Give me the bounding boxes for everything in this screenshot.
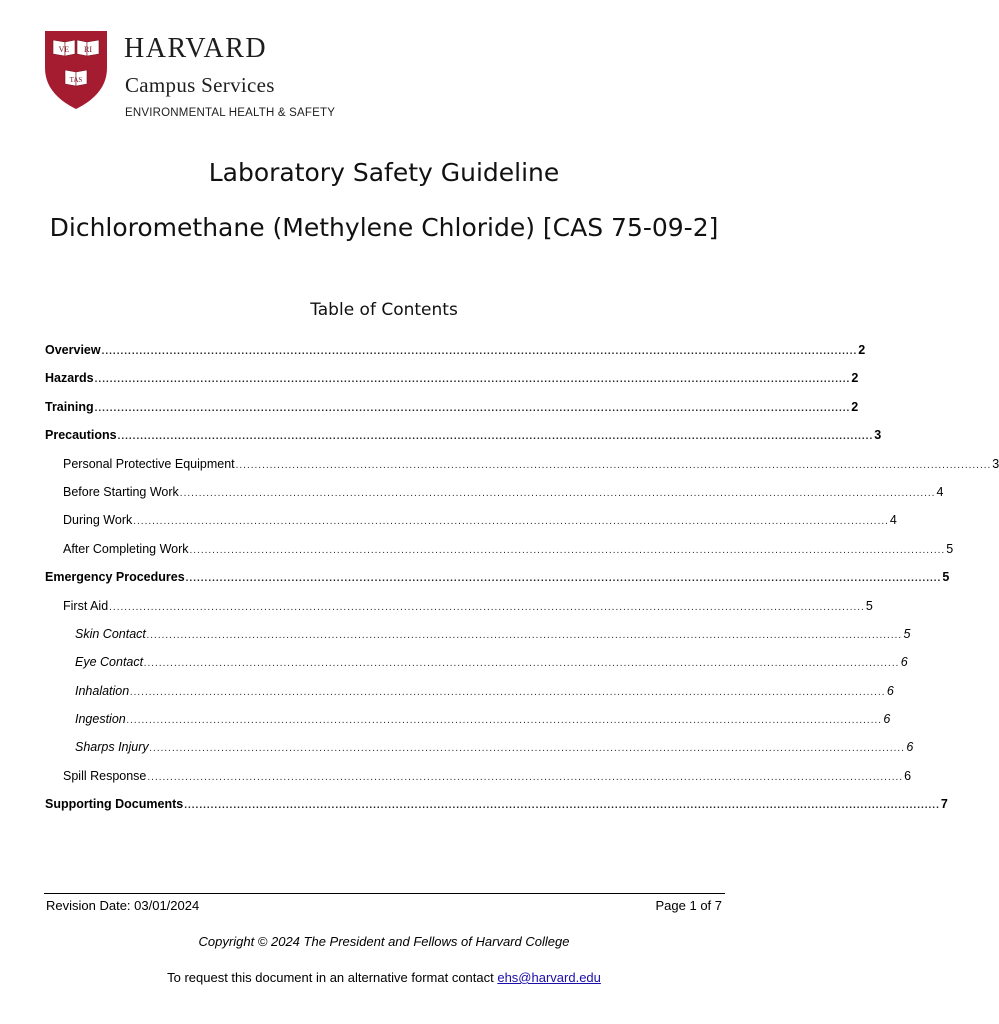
- toc-entry-label: Spill Response: [63, 768, 147, 783]
- toc-entry-label: Hazards: [45, 371, 94, 386]
- toc-entry-label: Inhalation: [75, 683, 130, 698]
- toc-entry[interactable]: [45, 484, 944, 513]
- footer-divider: [44, 893, 725, 894]
- toc-dot-leader: ........................................................................................................................................................................................................: [179, 487, 936, 499]
- toc-dot-leader: ........................................................................................................................................................................................................: [126, 715, 883, 727]
- toc-entry[interactable]: [45, 399, 859, 428]
- harvard-logo: [44, 30, 350, 122]
- toc-dot-leader: ........................................................................................................................................................................................................: [185, 573, 942, 585]
- page-number: Page 1 of 7: [655, 898, 722, 913]
- shield-word-ri: RI: [84, 45, 92, 54]
- logo-unit-name: Campus Services: [125, 73, 275, 97]
- toc-entry-page: 4: [936, 484, 944, 499]
- toc-entry-label: Overview: [45, 343, 101, 357]
- toc-entry[interactable]: [45, 541, 954, 570]
- toc-entry-label: Ingestion: [75, 712, 126, 727]
- toc-entry-label: First Aid: [63, 598, 109, 613]
- toc-entry-label: Emergency Procedures: [45, 570, 185, 585]
- toc-entry-page: 5: [903, 626, 911, 641]
- toc-entry-page: 5: [942, 570, 950, 585]
- toc-dot-leader: ........................................................................................................................................................................................................: [101, 346, 858, 357]
- toc-entry-page: 2: [851, 371, 859, 386]
- toc-entry[interactable]: [45, 456, 999, 485]
- toc-entry[interactable]: [45, 712, 891, 740]
- toc-dot-leader: ........................................................................................................................................................................................................: [146, 629, 903, 641]
- document-title: Laboratory Safety Guideline: [208, 158, 560, 187]
- toc-dot-leader: ........................................................................................................................................................................................................: [149, 743, 906, 755]
- toc-heading: Table of Contents: [310, 300, 458, 320]
- toc-dot-leader: ........................................................................................................................................................................................................: [189, 544, 946, 556]
- toc-entry[interactable]: [45, 768, 912, 797]
- toc-dot-leader: ........................................................................................................................................................................................................: [109, 601, 865, 613]
- shield-word-ve: VE: [58, 45, 70, 54]
- toc-entry-page: 6: [904, 768, 912, 783]
- toc-dot-leader: ........................................................................................................................................................................................................: [184, 800, 940, 812]
- copyright-notice: Copyright © 2024 The President and Fellows of Harvard College: [198, 934, 570, 949]
- shield-word-tas: TAS: [69, 76, 83, 84]
- toc-entry[interactable]: [45, 740, 914, 768]
- toc-entry-page: 6: [906, 740, 914, 755]
- toc-entry[interactable]: [45, 371, 859, 399]
- toc-entry-label: During Work: [63, 513, 133, 528]
- accessibility-request: [0, 970, 768, 985]
- logo-department-name: ENVIRONMENTAL HEALTH & SAFETY: [125, 107, 336, 119]
- toc-entry-page: 6: [900, 655, 908, 670]
- toc-dot-leader: ........................................................................................................................................................................................................: [144, 658, 900, 670]
- toc-entry-label: Skin Contact: [75, 626, 146, 641]
- toc-dot-leader: ........................................................................................................................................................................................................: [133, 516, 889, 528]
- toc-entry-label: Sharps Injury: [75, 740, 149, 755]
- harvard-shield-icon: [44, 30, 108, 110]
- toc-entry[interactable]: [45, 797, 948, 825]
- toc-entry-page: 3: [992, 456, 999, 471]
- toc-entry-page: 4: [889, 513, 897, 528]
- toc-entry[interactable]: [45, 428, 882, 456]
- toc-entry[interactable]: [45, 655, 908, 683]
- toc-entry-page: 7: [940, 797, 948, 812]
- toc-entry-label: Precautions: [45, 428, 117, 443]
- toc-entry-label: Eye Contact: [75, 655, 144, 670]
- toc-entry-page: 3: [874, 428, 882, 443]
- toc-entry-label: Training: [45, 399, 94, 414]
- logo-org-name: HARVARD: [124, 33, 268, 64]
- toc-entry-page: 2: [858, 343, 866, 357]
- toc-entry-page: 5: [865, 598, 873, 613]
- toc-dot-leader: ........................................................................................................................................................................................................: [117, 431, 874, 443]
- toc-entry-label: After Completing Work: [63, 541, 189, 556]
- table-of-contents: [45, 343, 999, 826]
- toc-entry[interactable]: [45, 598, 873, 627]
- toc-entry-page: 6: [883, 712, 891, 727]
- toc-entry-page: 6: [886, 683, 894, 698]
- toc-dot-leader: ........................................................................................................................................................................................................: [94, 402, 851, 414]
- contact-email-link[interactable]: ehs@harvard.edu: [497, 970, 601, 985]
- toc-entry[interactable]: [45, 570, 950, 598]
- toc-dot-leader: ........................................................................................................................................................................................................: [130, 686, 886, 698]
- toc-dot-leader: ........................................................................................................................................................................................................: [235, 459, 992, 471]
- toc-dot-leader: ........................................................................................................................................................................................................: [147, 771, 904, 783]
- toc-entry-label: Personal Protective Equipment: [63, 456, 235, 471]
- document-subtitle: Dichloromethane (Methylene Chloride) [CAS 75-09-2]: [49, 213, 719, 242]
- toc-entry-label: Supporting Documents: [45, 797, 184, 812]
- toc-entry-label: Before Starting Work: [63, 484, 179, 499]
- revision-date: Revision Date: 03/01/2024: [46, 898, 200, 913]
- toc-entry[interactable]: [45, 513, 897, 541]
- toc-entry[interactable]: [45, 626, 911, 655]
- request-text: To request this document in an alternative format contact: [167, 970, 498, 985]
- toc-entry-page: 5: [946, 541, 954, 556]
- toc-entry[interactable]: [45, 683, 894, 712]
- toc-dot-leader: ........................................................................................................................................................................................................: [94, 374, 851, 386]
- toc-entry[interactable]: [45, 343, 866, 371]
- toc-entry-page: 2: [851, 399, 859, 414]
